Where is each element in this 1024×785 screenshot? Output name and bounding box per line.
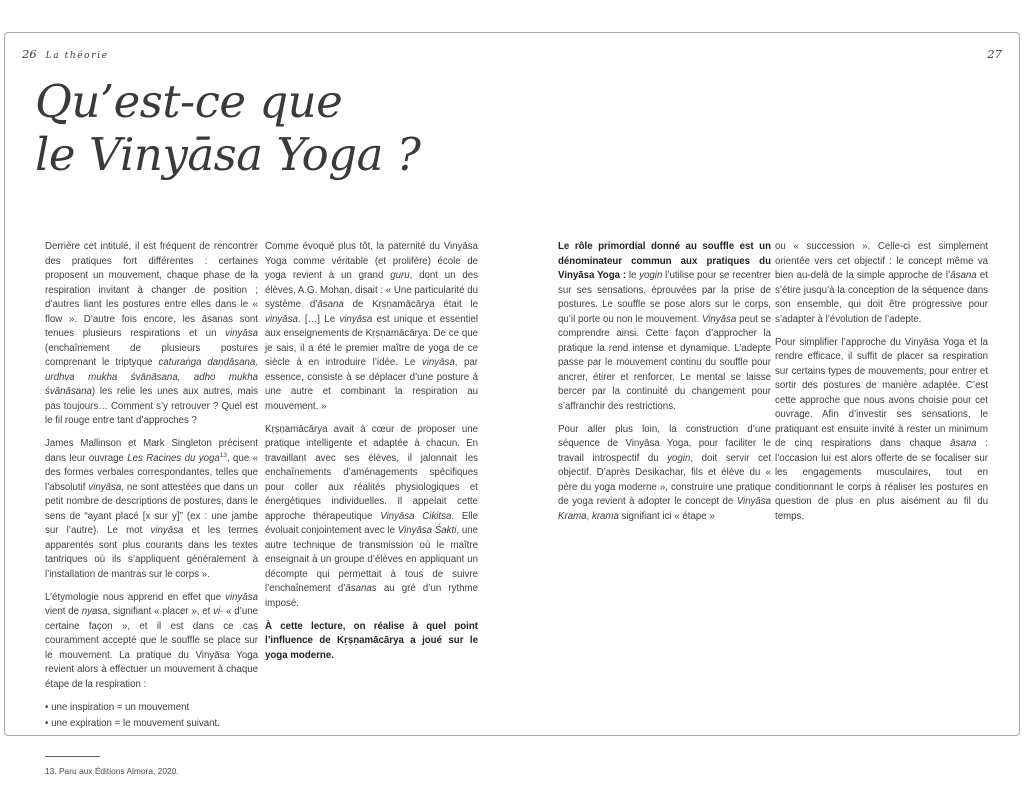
left-page-column-1 <box>45 240 258 785</box>
section-title: La théorie <box>45 51 109 61</box>
paragraph: ou « succession ». Celle-ci est simplement orientée vers cet objectif : le concept même va bien au-delà de la simple approche de l’āsana et s’étire jusqu’à la conception de la séquence dans son ensemble, qui doit être progressive pour s’adapter à l’évolution de l’adepte. <box>775 241 988 325</box>
bullet-item: • une expiration = le mouvement suivant. <box>45 718 220 729</box>
paragraph: Kṛṣṇamācārya avait à cœur de proposer une pratique intelligente et adaptée à chacun. En travaillant avec ses élèves, il jalonnait les enchaînements d’aménagements spécifiques pour coller aux réalités physiologiques et énergétiques individuelles. Il appelait cette approche thérapeutique Vinyāsa Cikitsa. Elle évoluait conjointement avec le Vinyāsa Śakti, une autre technique de transmission où le maître enseignait à un groupe d’élèves en appliquant un décompte qui permettait à tous de suivre l’enchaînement d’āsanas au gré d’un rythme imposé. <box>265 423 478 609</box>
paragraph: Pour simplifier l’approche du Vinyāsa Yoga et la rendre efficace, il suffit de placer sa respiration sur certains types de mouvements, pour entrer et sortir des postures de manière adaptée. C’est cette approche que nous avons choisie pour cet ouvrage. Afin d’investir ses sensations, le pratiquant est ensuite invité à rester un minimum de cinq respirations dans chaque āsana : l’occasion lui est alors offerte de se focaliser sur les engagements musculaires, tout en conditionnant le corps à réaliser les postures en question de plus en plus aisément au fil du temps. <box>775 336 989 522</box>
right-page-number: 27 <box>987 47 1002 61</box>
paragraph: Pour aller plus loin, la construction d’une séquence de Vinyāsa Yoga, pour faciliter le travail introspectif du yogin, doit servir cet objectif. D’après Desikachar, fils et élève du « père du yoga moderne », construire une pratique de yoga revient à adopter le concept de Vinyāsa Krama, krama signifiant ici « étape » <box>558 423 771 522</box>
chapter-title <box>35 75 420 181</box>
right-page-column-2 <box>775 240 988 533</box>
footnote-block <box>45 756 258 777</box>
footnote-text: 13. Paru aux Éditions Almora, 2020. <box>45 765 179 776</box>
emphasis-paragraph: À cette lecture, on réalise à quel point l’influence de Kṛṣṇamācārya a joué sur le yoga moderne. <box>265 620 478 661</box>
paragraph: James Mallinson et Mark Singleton précisent dans leur ouvrage Les Racines du yoga$^{13}$, que « des formes verbales correspondantes, telles que l’absolutif vinyāsa, ne sont attestées que dans un petit nombre de descriptions de postures, dans le sens de “ayant placé [x sur y]” (ex : une jambe sur l’autre). Le mot vinyāsa et les termes apparentés sont plus courants dans les textes tantriques où ils s’appliquent généralement à l’installation de mantras sur le corps ». <box>45 438 258 580</box>
paragraph: L’étymologie nous apprend en effet que vinyāsa vient de nyasa, signifiant « placer », et vi- « d’une certaine façon », et il est dans ce cas couramment accepté que le souffle se place sur le mouvement. La pratique du Vinyāsa Yoga revient alors à effectuer un mouvement à chaque étape de la respiration : <box>45 591 258 690</box>
bullet-item: • une inspiration = un mouvement <box>45 701 190 713</box>
left-running-head <box>22 47 109 61</box>
chapter-title-line1: Qu’est-ce que <box>35 75 343 128</box>
left-page-column-2 <box>265 240 478 672</box>
left-page-number: 26 <box>22 47 37 61</box>
right-page-column-1 <box>558 240 771 533</box>
paragraph: Comme évoqué plus tôt, la paternité du Vinyāsa Yoga comme véritable (et prolifère) école de yoga revient à un grand guru, dont un des élèves, A.G. Mohan, disait : « Une particularité du système d’āsana de Kṛṣṇamācārya était le vinyāsa. […] Le vinyāsa est unique et essentiel aux enseignements de Kṛṣṇamācārya. De ce que je sais, il a été le premier maître de yoga de ce siècle à en introduire l’idée. Le vinyāsa, par essence, consiste à se déplacer d’une posture à une autre et combinant la respiration au mouvement. » <box>265 241 479 412</box>
chapter-title-line2: le Vinyāsa Yoga ? <box>35 128 421 181</box>
paragraph: Derrière cet intitulé, il est fréquent de rencontrer des pratiques fort différentes : certaines proposent un mouvement, chaque phase de la respiration invitant à changer de position ; d’autres liant les postures entre elles dans le « flow ». D’autre fois encore, les āsanas sont tenues plusieurs respirations et un vinyāsa (enchaînement de plusieurs postures comprenant le triptyque caturaṅga daṇḍāsana, urdhva mukha śvānāsana, adho mukha śvānāsana) les relie les unes aux autres, mais pas toujours… Comment s’y retrouver ? Quel est le fil rouge entre tant d’approches ? <box>45 241 258 426</box>
footnote-divider <box>45 756 100 757</box>
book-page-spread <box>4 32 1020 776</box>
paragraph: Le rôle primordial donné au souffle est un dénominateur commun aux pratiques du Vinyāsa Yoga : le yogin l’utilise pour se recentrer sur ses sensations, éprouvées par la prise de postures. Le souffle se pose alors sur le corps, qu’il porte ou non le mouvement. Vinyāsa peut se comprendre ainsi. Cette façon d’approcher la pratique la rend intense et dynamique. L’adepte passe par le mouvement continu du souffle pour ancrer, étirer et renforcer. Le mental se laisse bercer par la continuité du changement pour s’affranchir des restrictions. <box>558 241 771 412</box>
